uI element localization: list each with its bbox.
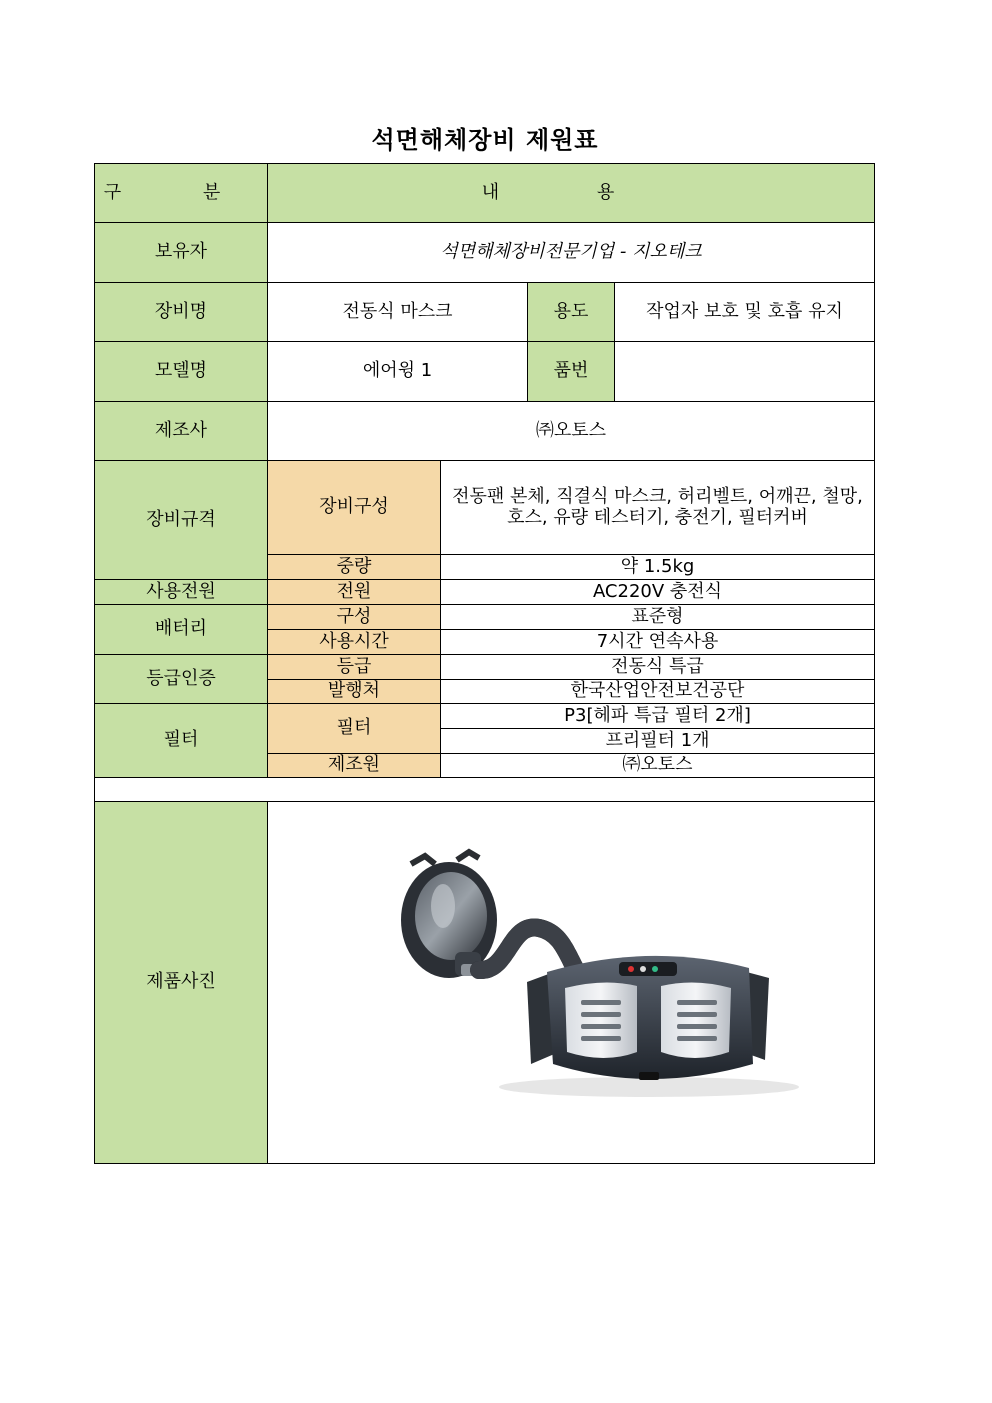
battery-config-value: 표준형 xyxy=(441,605,875,630)
spec-table xyxy=(94,163,875,1164)
owner-value: 석면해체장비전문기업 - 지오테크 xyxy=(268,223,875,283)
row-cert-grade xyxy=(95,655,875,680)
battery-time-value: 7시간 연속사용 xyxy=(441,630,875,655)
product-photo xyxy=(268,802,874,1163)
spec-label: 장비규격 xyxy=(95,461,268,580)
row-photo xyxy=(95,802,875,1164)
row-power xyxy=(95,580,875,605)
equipment-value: 전동식 마스크 xyxy=(268,283,528,342)
model-label: 모델명 xyxy=(95,342,268,402)
maker-label: 제조사 xyxy=(95,402,268,461)
row-maker xyxy=(95,402,875,461)
row-equipment xyxy=(95,283,875,342)
row-owner xyxy=(95,223,875,283)
battery-time-label: 사용시간 xyxy=(268,630,441,655)
spacer-cell xyxy=(95,778,875,802)
filter-value-1: P3[헤파 특급 필터 2개] xyxy=(441,704,875,729)
use-label: 용도 xyxy=(528,283,615,342)
header-content: 내 용 xyxy=(268,164,875,223)
row-battery-config xyxy=(95,605,875,630)
photo-label: 제품사진 xyxy=(95,802,268,1164)
grade-label: 등급 xyxy=(268,655,441,680)
part-value xyxy=(615,342,875,402)
issuer-value: 한국산업안전보건공단 xyxy=(441,680,875,704)
filter-maker-label: 제조원 xyxy=(268,754,441,778)
weight-value: 약 1.5kg xyxy=(441,555,875,580)
owner-label: 보유자 xyxy=(95,223,268,283)
header-category: 구 분 xyxy=(95,164,268,223)
document-title: 석면해체장비 제원표 xyxy=(371,126,599,154)
row-model xyxy=(95,342,875,402)
filter-sub-label: 필터 xyxy=(268,704,441,754)
row-filter-1 xyxy=(95,704,875,729)
filter-maker-value: ㈜오토스 xyxy=(441,754,875,778)
power-sub-label: 전원 xyxy=(268,580,441,605)
certification-label: 등급인증 xyxy=(95,655,268,704)
composition-value: 전동팬 본체, 직결식 마스크, 허리벨트, 어깨끈, 철망, 호스, 유량 테스터기, 충전기, 필터커버 xyxy=(441,461,875,555)
header-row xyxy=(95,164,875,223)
maker-value: ㈜오토스 xyxy=(268,402,875,461)
row-spec-composition xyxy=(95,461,875,555)
equipment-label: 장비명 xyxy=(95,283,268,342)
powered-respirator-image xyxy=(269,802,874,1157)
battery-config-label: 구성 xyxy=(268,605,441,630)
filter-label: 필터 xyxy=(95,704,268,778)
model-value: 에어윙 1 xyxy=(268,342,528,402)
power-label: 사용전원 xyxy=(95,580,268,605)
composition-label: 장비구성 xyxy=(268,461,441,555)
power-value: AC220V 충전식 xyxy=(441,580,875,605)
row-spacer xyxy=(95,778,875,802)
battery-label: 배터리 xyxy=(95,605,268,655)
filter-value-2: 프리필터 1개 xyxy=(441,729,875,754)
issuer-label: 발행처 xyxy=(268,680,441,704)
grade-value: 전동식 특급 xyxy=(441,655,875,680)
weight-label: 중량 xyxy=(268,555,441,580)
photo-cell xyxy=(268,802,875,1164)
use-value: 작업자 보호 및 호흡 유지 xyxy=(615,283,875,342)
part-label: 품번 xyxy=(528,342,615,402)
